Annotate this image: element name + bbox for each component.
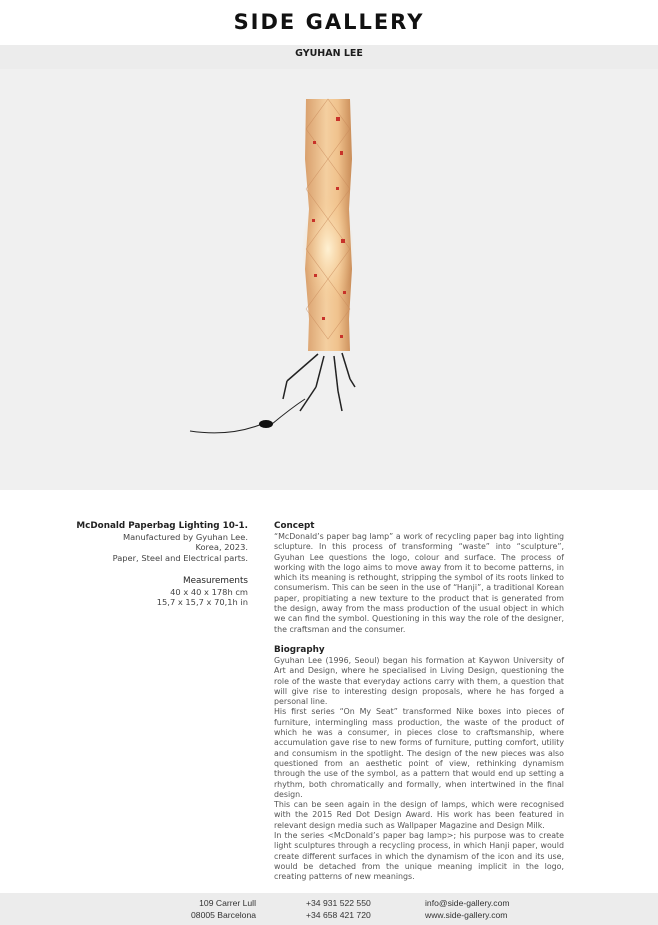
website-link[interactable]: www.side-gallery.com [425,909,508,920]
biography-paragraph-3: This can be seen again in the design of lamps, which were recognised with the 2015 Red Dot Design Award. His work has been featured in relevant design media such as Wallpaper Magazine and Design Milk. [274,800,564,830]
biography-paragraph-1: Gyuhan Lee (1996, Seoul) began his formation at Kaywon University of Art and Design, where he specialised in Living Design, questioning the role of the waste that everyday actions carry with them, a question that will give rise to interesting design proposals, where he has forged a personal line. [274,655,564,707]
concept-heading: Concept [274,521,315,531]
measurements-in: 15,7 x 15,7 x 70,1h in [156,597,248,607]
artist-name: GYUHAN LEE [295,48,363,59]
biography-paragraph-4: In the series <McDonald’s paper bag lamp>; his purpose was to create light sculptures through a recycling process, in which Hanji paper, would create different surfaces in which the dynamism of the icon and its use, would be detached from the unique meaning implicit in the logo, creating patterns of new meanings. [274,831,564,882]
description [274,521,564,883]
concept-text: “McDonald’s paper bag lamp” a work of recycling paper bag into lighting sclupture. In this process of transforming “waste” into “sculpture”, Gyuhan Lee questions the logo, colour and surface. The process of working with the logo aims to move away from it to become patterns, in which its meaning is rethought, stripping the symbol of its roots linked to consumerism. This can be seen in the use of “Hanji”, a traditional Korean paper, propitiating a new texture to the product that is generated from the design, away from the mass production of the usual object in which we can find the symbol. Questioning in this way the role of the designer, the craftsman and the consumer. [274,532,564,634]
email-link[interactable]: info@side-gallery.com [425,898,510,908]
paper-bag-floor-lamp-icon [0,69,658,490]
materials: Paper, Steel and Electrical parts. [112,552,248,563]
footer-contact [425,898,535,921]
measurements-heading: Measurements [183,576,248,586]
phone-2[interactable]: +34 658 421 720 [306,909,371,920]
product-photo [0,69,658,490]
phone-1[interactable]: +34 931 522 550 [306,898,371,908]
address-street: 109 Carrer Lull [199,898,256,908]
gallery-logo: SIDE GALLERY [233,10,425,34]
work-details [40,521,248,608]
work-title: McDonald Paperbag Lighting 10-1. [76,521,248,531]
header [0,0,658,45]
measurements-cm: 40 x 40 x 178h cm [170,586,248,597]
footer-address [170,898,256,921]
origin-year: Korea, 2023. [195,542,248,552]
biography-heading: Biography [274,644,325,655]
footer-phones [306,898,396,921]
biography-paragraph-2: His first series “On My Seat” transformed Nike boxes into pieces of furniture, intermingling mass production, the waste of the product of which he was a consumer, in pieces close to craftsmanship, where accumulation gave rise to new forms of furniture, putting comfort, utility and consumism in the spotlight. The design of the new pieces was also questioned from an aesthetic point of view, rethinking dynamism through the use of the symbol, as a pattern that would end up setting a rhythm, both chromatically and formally, when intertwined in the final design. [274,707,564,799]
manufacturer: Manufactured by Gyuhan Lee. [122,531,248,542]
address-city: 08005 Barcelona [191,909,256,920]
